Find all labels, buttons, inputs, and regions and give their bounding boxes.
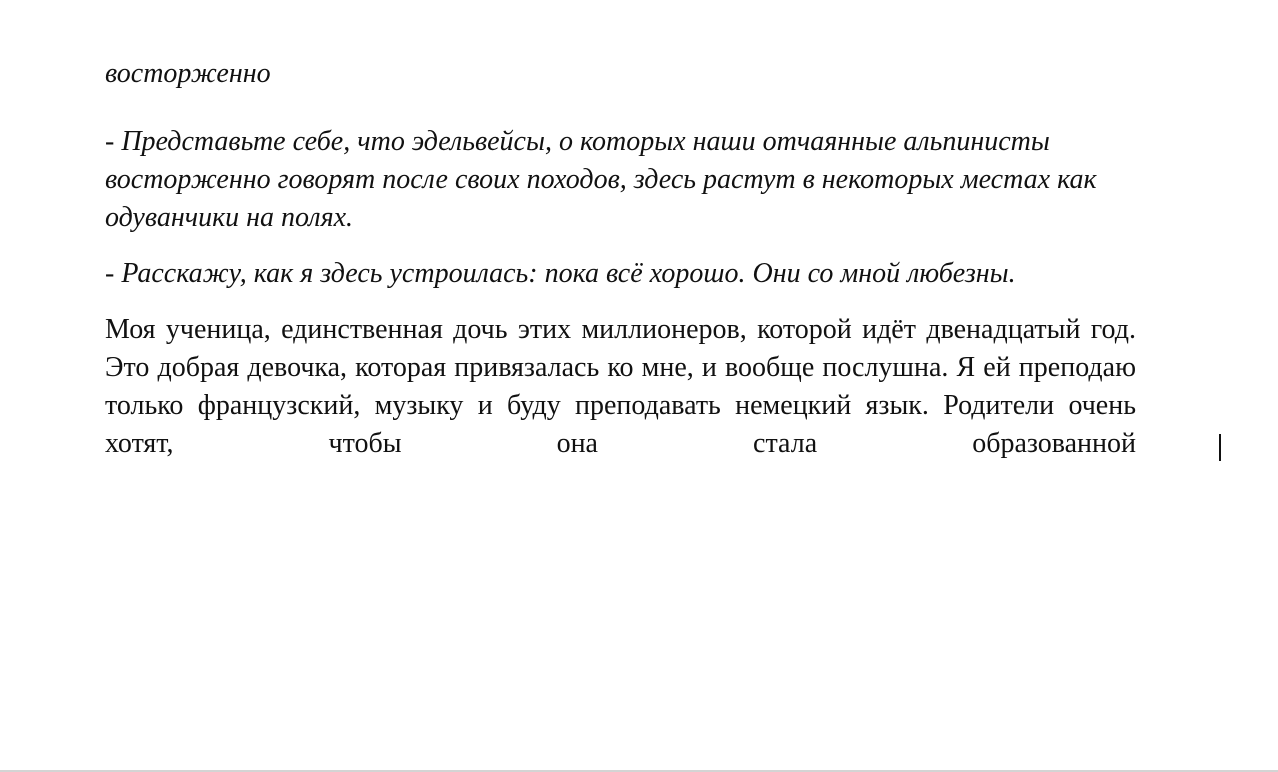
paragraph-settled[interactable] <box>105 255 1136 293</box>
paragraph-text: Представьте себе, что эдельвейсы, о которых наши отчаянные альпинисты восторженно говорят после своих походов, здесь растут в некоторых местах как одуванчики на полях. <box>105 126 1097 233</box>
document-body[interactable] <box>105 58 1136 463</box>
clipped-line-text: восторженно <box>105 58 271 89</box>
text-cursor <box>1219 434 1221 461</box>
dialogue-dash: - <box>105 258 115 289</box>
paragraph-text: Расскажу, как я здесь устроилась: пока всё хорошо. Они со мной любезны. <box>121 258 1016 289</box>
paragraph-edelweiss[interactable] <box>105 123 1136 237</box>
dialogue-dash: - <box>105 126 115 157</box>
paragraph-student[interactable]: Моя ученица, единственная дочь этих миллионеров, которой идёт двенадцатый год. Это добрая девочка, которая привязалась ко мне, и вообще послушна. Я ей преподаю только французский, музыку и буду преподавать немецкий язык. Родители очень хотят, чтобы она стала образованной <box>105 314 1136 459</box>
clipped-previous-line <box>105 58 1136 93</box>
